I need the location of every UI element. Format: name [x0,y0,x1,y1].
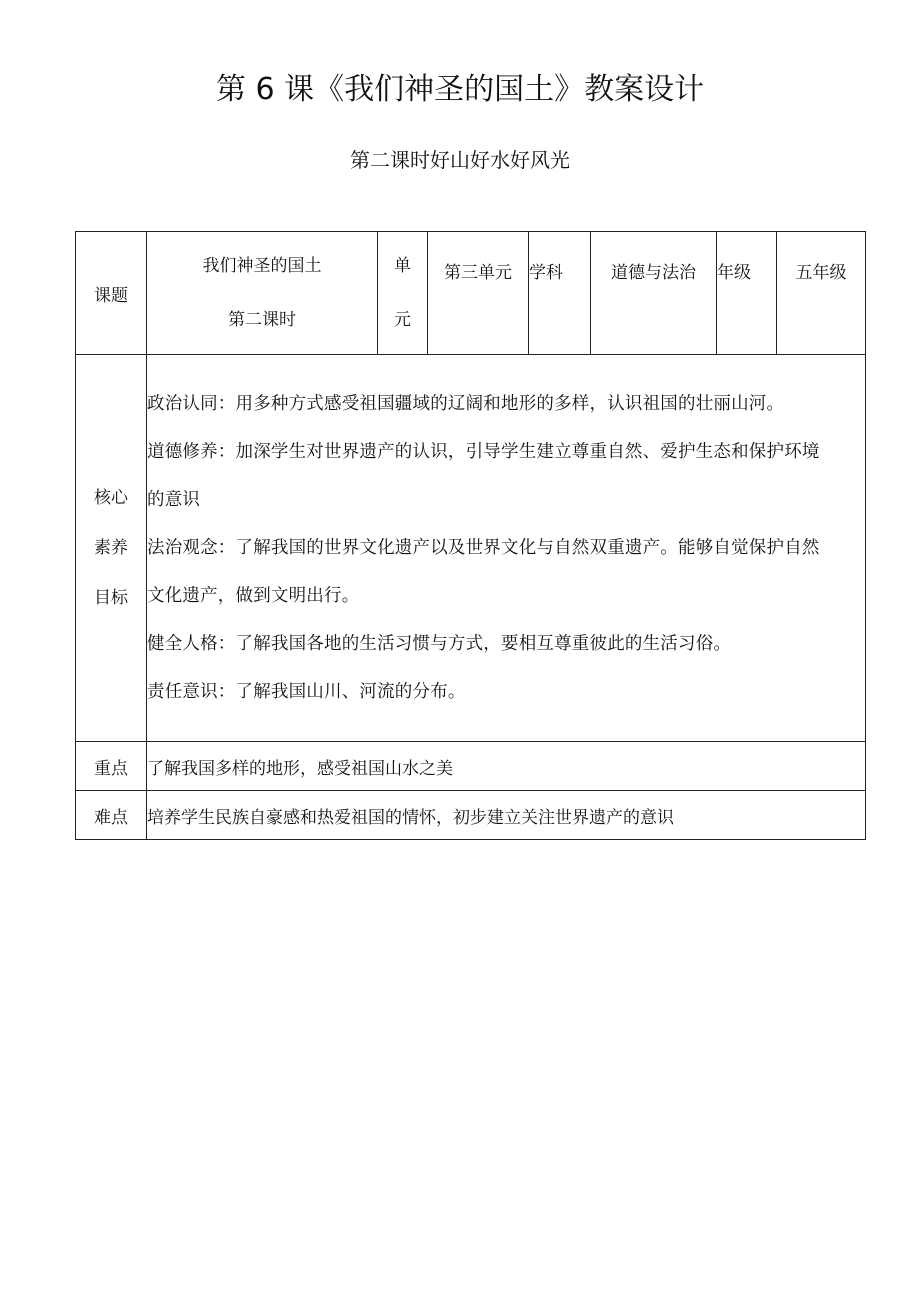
topic-line-1: 我们神圣的国土 [202,256,322,276]
subject-value-cell [591,232,717,355]
unit-value-cell [428,232,529,355]
topic-label-cell [76,232,147,355]
core-goal-political: 政治认同：用多种方式感受祖国疆域的辽阔和地形的多样，认识祖国的壮丽山河。 [147,394,785,414]
topic-line-2: 第二课时 [228,310,296,330]
difficult-point-label-cell [76,791,147,840]
subject-label: 学科 [529,263,563,283]
unit-label-line-2: 元 [394,310,411,330]
difficult-point-value: 培养学生民族自豪感和热爱祖国的情怀，初步建立关注世界遗产的意识 [147,807,674,828]
difficult-point-value-cell [147,791,866,840]
page-subtitle: 第二课时好山好水好风光 [350,148,570,172]
core-goal-moral-cont: 的意识 [147,490,201,510]
core-label-cell [76,355,147,742]
key-point-label: 重点 [94,758,128,779]
grade-label: 年级 [717,263,751,283]
lesson-plan-table [75,231,866,840]
difficult-point-row [76,791,866,840]
page-title: 第 6 课《我们神圣的国土》教案设计 [215,72,705,107]
core-goal-law: 法治观念：了解我国的世界文化遗产以及世界文化与自然双重遗产。能够自觉保护自然 [147,538,820,558]
core-literacy-row [76,355,866,742]
key-point-label-cell [76,742,147,791]
key-point-row [76,742,866,791]
unit-label-line-1: 单 [394,256,411,276]
core-goals-cell [147,355,866,742]
core-label-line-3: 目标 [94,588,128,608]
core-label-line-2: 素养 [94,538,128,558]
difficult-point-label: 难点 [94,807,128,828]
unit-value: 第三单元 [444,263,512,283]
grade-value-cell [777,232,866,355]
grade-value: 五年级 [795,263,847,283]
header-row [76,232,866,355]
key-point-value: 了解我国多样的地形，感受祖国山水之美 [147,758,453,779]
topic-value-cell [147,232,378,355]
subject-label-cell [529,232,591,355]
key-point-value-cell [147,742,866,791]
core-goal-personality: 健全人格：了解我国各地的生活习惯与方式，要相互尊重彼此的生活习俗。 [147,634,732,654]
core-label-line-1: 核心 [94,488,128,508]
core-goal-responsibility: 责任意识：了解我国山川、河流的分布。 [147,682,466,702]
topic-label: 课题 [94,285,128,306]
unit-label-cell [378,232,428,355]
grade-label-cell [717,232,777,355]
subject-value: 道德与法治 [611,263,696,283]
core-goal-moral: 道德修养：加深学生对世界遗产的认识，引导学生建立尊重自然、爱护生态和保护环境 [147,442,820,462]
core-goal-law-cont: 文化遗产，做到文明出行。 [147,586,360,606]
